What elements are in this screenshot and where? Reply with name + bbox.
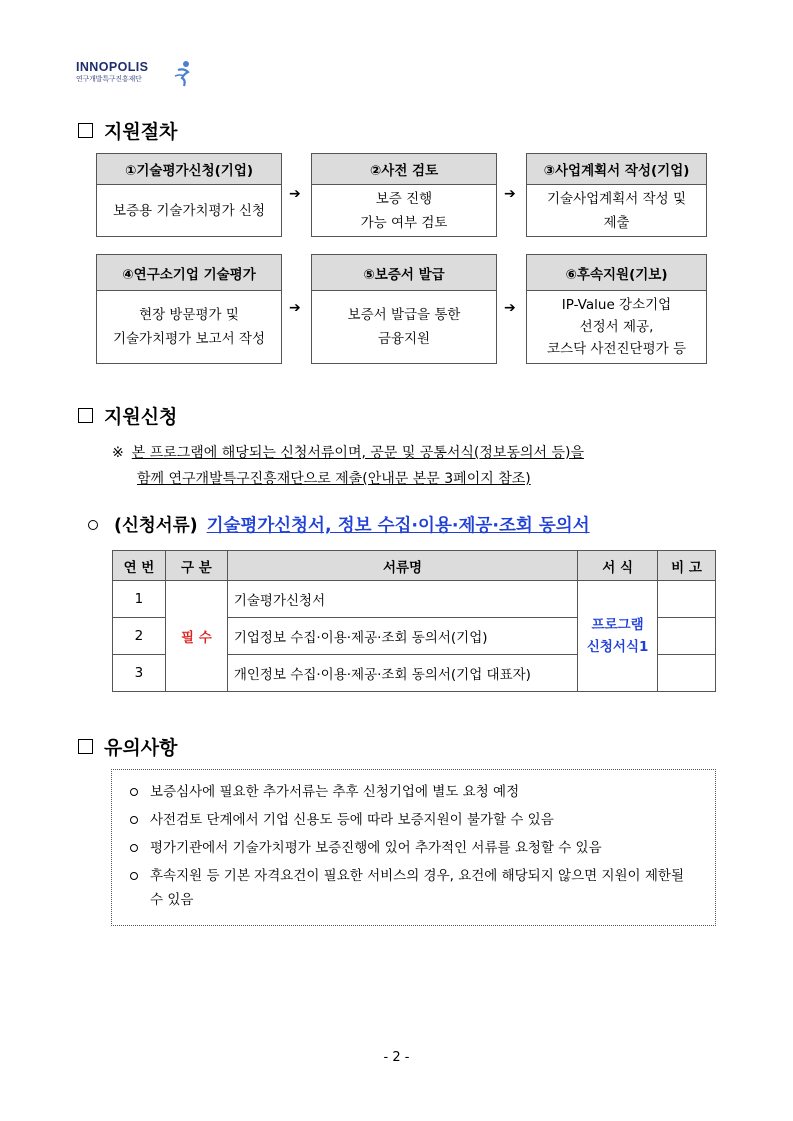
- remarks-cell: [658, 618, 716, 655]
- step-box-3: [526, 153, 707, 237]
- documents-link[interactable]: 기술평가신청서, 정보 수집·이용·제공·조회 동의서: [206, 516, 590, 536]
- step-title: ⑥후속지원(기보): [526, 254, 707, 291]
- step-title: ①기술평가신청(기업): [96, 153, 282, 185]
- row-number: 3: [113, 655, 166, 692]
- list-item: [130, 836, 715, 860]
- documents-table: [112, 550, 716, 692]
- step-box-2: [311, 153, 497, 237]
- table-header-row: [113, 551, 716, 581]
- step-body-line: 기술사업계획서 작성 및: [547, 190, 686, 207]
- circle-bullet-icon: [130, 836, 150, 860]
- arrow-right-icon: ➔: [289, 186, 301, 202]
- row-number: 1: [113, 581, 166, 618]
- format-line: 프로그램: [591, 617, 644, 633]
- step-box-1: [96, 153, 282, 237]
- section-heading-application: [78, 402, 177, 429]
- format-line: 신청서식1: [586, 639, 649, 655]
- document-name: 기업정보 수집·이용·제공·조회 동의서(기업): [227, 618, 577, 655]
- arrow-right-icon: ➔: [504, 186, 516, 202]
- application-note: [112, 440, 584, 492]
- step-title: ④연구소기업 기술평가: [96, 254, 282, 291]
- document-name: 기술평가신청서: [227, 581, 577, 618]
- step-box-4: [96, 254, 282, 364]
- notice-text: 평가기관에서 기술가치평가 보증진행에 있어 추가적인 서류를 요청할 수 있음: [150, 840, 602, 856]
- section-title: 지원신청: [104, 406, 178, 428]
- step-body: [526, 291, 707, 364]
- step-title: ⑤보증서 발급: [311, 254, 497, 291]
- document-name: 개인정보 수집·이용·제공·조회 동의서(기업 대표자): [227, 655, 577, 692]
- logo-mark-icon: [172, 60, 194, 88]
- step-body-line: 제출: [603, 214, 630, 231]
- step-body: [311, 185, 497, 237]
- step-body-line: IP-Value 강소기업: [561, 297, 672, 313]
- column-header: 서류명: [227, 551, 577, 581]
- row-number: 2: [113, 618, 166, 655]
- step-body: [96, 185, 282, 237]
- checkbox-square-icon: [78, 123, 93, 138]
- section-title: 지원절차: [104, 121, 178, 143]
- step-body: [526, 185, 707, 237]
- innopolis-logo: [76, 60, 196, 92]
- step-body-line: 기술가치평가 보고서 작성: [112, 331, 266, 347]
- step-title: ③사업계획서 작성(기업): [526, 153, 707, 185]
- list-item: [130, 780, 715, 804]
- sub-heading-label: (신청서류): [114, 516, 198, 536]
- section-title: 유의사항: [104, 737, 178, 759]
- logo-text: INNOPOLIS: [76, 60, 149, 74]
- checkbox-square-icon: [78, 408, 93, 423]
- step-box-6: [526, 254, 707, 364]
- note-mark: ※: [112, 445, 124, 461]
- arrow-right-icon: ➔: [289, 300, 301, 316]
- category-cell: 필 수: [165, 581, 227, 692]
- step-body-line: 가능 여부 검토: [360, 214, 448, 231]
- step-body-line: 선정서 제공,: [579, 319, 654, 335]
- section-heading-notes: [78, 733, 177, 760]
- circle-bullet-icon: [130, 864, 150, 912]
- step-body-line: 코스닥 사전진단평가 등: [547, 341, 686, 357]
- notice-text: 후속지원 등 기본 자격요건이 필요한 서비스의 경우, 요건에 해당되지 않으면 지원이 제한될 수 있음: [150, 868, 685, 908]
- note-line-2: 함께 연구개발특구진흥재단으로 제출(안내문 본문 3페이지 참조): [137, 471, 531, 487]
- note-line-1: 본 프로그램에 해당되는 신청서류이며, 공문 및 공통서식(정보동의서 등)을: [131, 445, 584, 461]
- arrow-right-icon: ➔: [504, 300, 516, 316]
- checkbox-square-icon: [78, 739, 93, 754]
- format-cell: [578, 581, 658, 692]
- column-header: 구 분: [165, 551, 227, 581]
- notice-box: [111, 769, 716, 926]
- page-number: - 2 -: [383, 1050, 410, 1065]
- column-header: 비 고: [658, 551, 716, 581]
- remarks-cell: [658, 581, 716, 618]
- remarks-cell: [658, 655, 716, 692]
- table-row: [113, 581, 716, 618]
- step-body-line: 보증서 발급을 통한: [347, 307, 461, 323]
- column-header: 연 번: [113, 551, 166, 581]
- step-body-line: 금융지원: [377, 331, 431, 347]
- circle-bullet-icon: [130, 808, 150, 832]
- section-heading-procedure: [78, 117, 177, 144]
- logo-subtitle: 연구개발특구진흥재단: [76, 75, 142, 83]
- circle-bullet-icon: [130, 780, 150, 804]
- step-body: [96, 291, 282, 364]
- notice-text: 보증심사에 필요한 추가서류는 추후 신청기업에 별도 요청 예정: [150, 784, 520, 800]
- step-body-line: 현장 방문평가 및: [139, 307, 239, 323]
- column-header: 서 식: [578, 551, 658, 581]
- list-item: [130, 864, 715, 912]
- step-body-line: 보증용 기술가치평가 신청: [112, 202, 266, 219]
- list-item: [130, 808, 715, 832]
- circle-bullet-icon: [88, 520, 98, 530]
- step-body-line: 보증 진행: [375, 190, 433, 207]
- step-body: [311, 291, 497, 364]
- step-box-5: [311, 254, 497, 364]
- notice-text: 사전검토 단계에서 기업 신용도 등에 따라 보증지원이 불가할 수 있음: [150, 812, 554, 828]
- required-documents-heading: [88, 512, 590, 537]
- step-title: ②사전 검토: [311, 153, 497, 185]
